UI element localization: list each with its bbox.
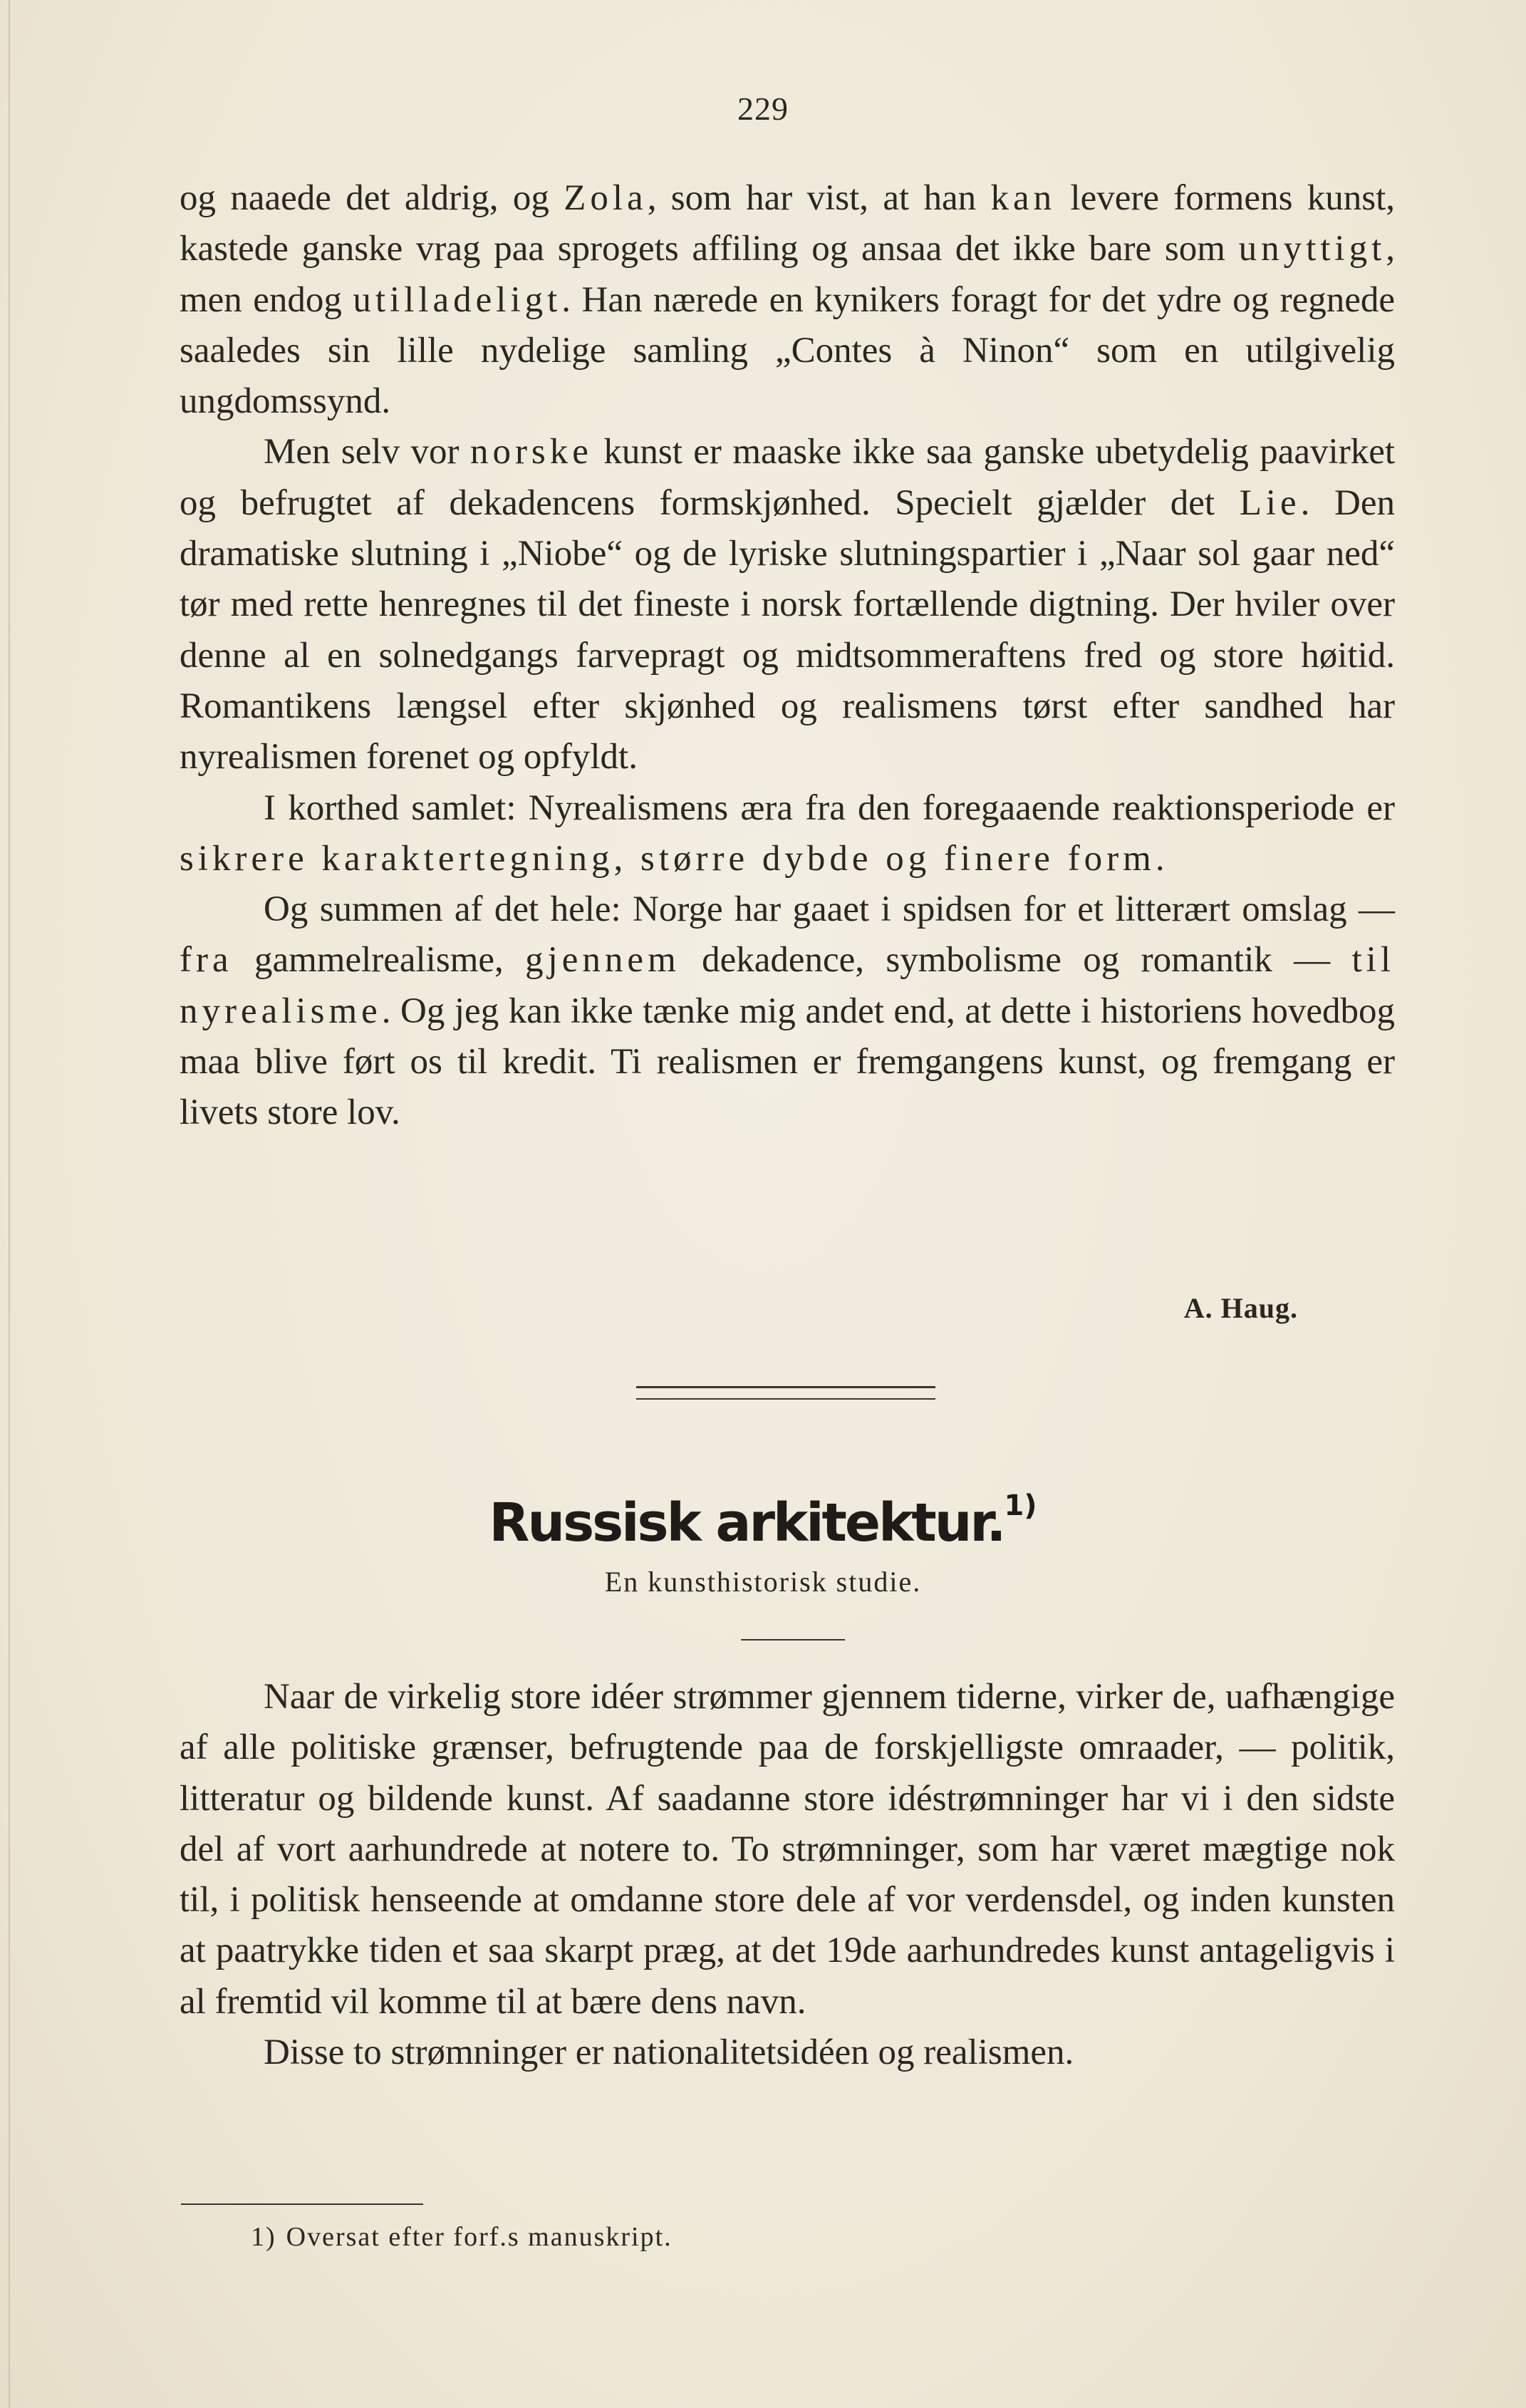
emphasized-text: Zola bbox=[564, 178, 648, 218]
footnote-rule bbox=[181, 2203, 423, 2205]
paragraph bbox=[180, 427, 1395, 782]
body-text: kunst er maaske ikke saa ganske ubetydelig paavirket og befrugtet af dekadencens formskjønhed. Specielt gjælder det bbox=[180, 432, 1396, 523]
body-text: . bbox=[1155, 838, 1165, 879]
emphasized-text: fra bbox=[180, 940, 233, 981]
body-text: dekadence, symbolisme og romantik — bbox=[680, 940, 1352, 981]
page-edge-shadow bbox=[9, 0, 10, 2408]
emphasized-text: unyttigt bbox=[1238, 229, 1386, 269]
body-text: . Og jeg kan ikke tænke mig andet end, at dette i historiens hovedbog maa blive ført os til kredit. Ti realismen er fremgangens kunst, og fremgang er livets store lov. bbox=[180, 991, 1395, 1133]
article-subtitle: En kunsthistorisk studie. bbox=[604, 1566, 922, 1598]
footnote-marker: 1) bbox=[251, 2222, 276, 2252]
paragraph bbox=[180, 884, 1395, 1138]
emphasized-text: Lie bbox=[1239, 482, 1301, 523]
page-number: 229 bbox=[737, 91, 789, 127]
body-text: Disse to strømninger er nationalitetsidéen og realismen. bbox=[264, 2032, 1074, 2073]
author-signature: A. Haug. bbox=[1183, 1292, 1298, 1324]
body-text: Men selv vor bbox=[264, 432, 470, 472]
emphasized-text: til nyrealisme bbox=[180, 940, 1396, 1031]
paragraph bbox=[180, 783, 1395, 885]
body-text: I korthed samlet: Nyrealismens æra fra den foregaaende reaktionsperiode er bbox=[264, 787, 1395, 828]
subtitle-rule bbox=[741, 1639, 845, 1640]
footnote-text: Oversat efter forf.s manuskript. bbox=[286, 2222, 673, 2252]
emphasized-text: kan bbox=[990, 178, 1057, 218]
section-separator bbox=[636, 1386, 935, 1400]
emphasized-text: sikrere karaktertegning, større dybde og finere form bbox=[180, 838, 1156, 879]
body-text: Naar de virkelig store idéer strømmer gjennem tiderne, virker de, uafhængige af alle politiske grænser, befrugtende paa de forskjelligste omraader, — politik, litteratur og bildende kunst. Af saadanne store idéstrømninger har vi i den sidste del af vort aarhundrede at notere to. To strømninger, som har været mægtige nok til, i politisk henseende at omdanne store dele af vor verdensdel, og inden kunsten at paatrykke tiden et saa skarpt præg, at det 19de aarhundredes kunst antageligvis i al fremtid vil komme til at bære dens navn. bbox=[180, 1677, 1395, 2022]
paragraph bbox=[180, 173, 1395, 427]
article-one-body bbox=[180, 173, 1395, 1139]
paragraph bbox=[180, 2027, 1395, 2078]
body-text: gammelrealisme, bbox=[232, 940, 526, 981]
title-footnote-marker: 1) bbox=[1004, 1489, 1037, 1522]
body-text: . Den dramatiske slutning i „Niobe“ og de lyriske slutningspartier i „Naar sol gaar ned“ tør med rette henregnes til det fineste i norsk fortællende digtning. Der hviler over denne al en solnedgangs farvepragt og midtsommeraftens fred og store høitid. Romantikens længsel efter skjønhed og realismens tørst efter sandhed har nyrealismen forenet og opfyldt. bbox=[180, 482, 1395, 777]
body-text: og naaede det aldrig, og bbox=[180, 178, 564, 218]
body-text: , som har vist, at han bbox=[647, 178, 991, 218]
footnote bbox=[251, 2221, 673, 2253]
body-text: Og summen af det hele: Norge har gaaet i spidsen for et litterært omslag — bbox=[264, 889, 1395, 930]
body-text: levere formens kunst, kastede ganske vrag paa sprogets affiling og ansaa det ikke bare som bbox=[180, 178, 1396, 269]
emphasized-text: norske bbox=[469, 432, 593, 472]
article-title bbox=[0, 1489, 1526, 1554]
article-title-text: Russisk arkitektur. bbox=[489, 1492, 1005, 1554]
body-text: . Han nærede en kynikers foragt for det ydre og regnede saaledes sin lille nydelige samling „Contes à Ninon“ som en utilgivelig ungdomssynd. bbox=[180, 279, 1395, 422]
paragraph bbox=[180, 1672, 1395, 2027]
article-two-body bbox=[180, 1672, 1395, 2078]
emphasized-text: utilladeligt bbox=[353, 279, 562, 320]
emphasized-text: gjennem bbox=[525, 940, 680, 981]
body-text: , men endog bbox=[180, 229, 1395, 320]
